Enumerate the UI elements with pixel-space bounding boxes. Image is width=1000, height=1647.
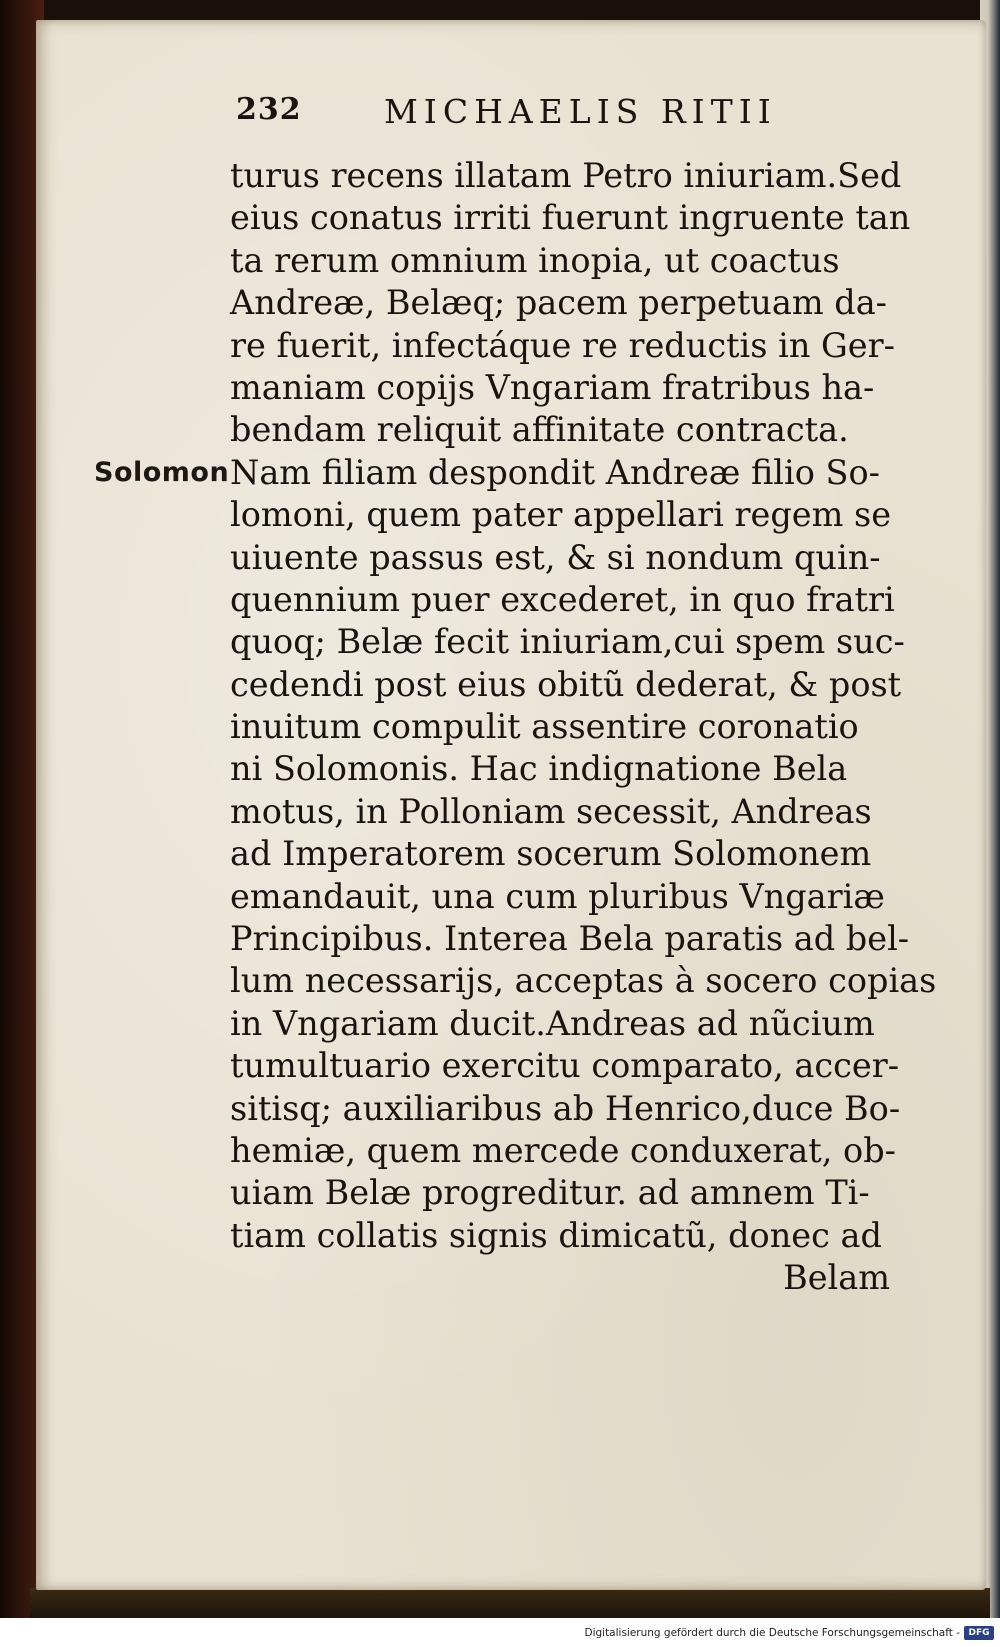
text-line: ta rerum omnium inopia, ut coactus [230, 240, 840, 280]
text-line: hemiæ, quem mercede conduxerat, ob- [230, 1130, 896, 1170]
text-line: cedendi post eius obitũ dederat, & post [230, 664, 902, 704]
text-line: Nam filiam despondit Andreæ filio So- [230, 452, 880, 492]
text-line: emandauit, una cum pluribus Vngariæ [230, 876, 885, 916]
text-line: in Vngariam ducit.Andreas ad nũcium [230, 1003, 875, 1043]
text-line: tiam collatis signis dimicatũ, donec ad [230, 1215, 882, 1255]
text-line: uiuente passus est, & si nondum quin- [230, 537, 881, 577]
text-line: lomoni, quem pater appellari regem se [230, 495, 892, 535]
text-line: Principibus. Interea Bela paratis ad bel- [230, 919, 910, 959]
text-line: ni Solomonis. Hac indignatione Bela [230, 749, 848, 789]
funding-credit: Digitalisierung gefördert durch die Deutsche Forschungsgemeinschaft - [584, 1627, 960, 1639]
text-line: sitisq; auxiliaribus ab Henrico,duce Bo- [230, 1088, 901, 1128]
text-line: inuitum compulit assentire coronatio [230, 707, 859, 747]
text-line: turus recens illatam Petro iniuriam.Sed [230, 156, 902, 195]
margin-note: Solomon [94, 457, 230, 488]
text-line: Andreæ, Belæq; pacem perpetuam da- [230, 283, 887, 323]
running-title: MICHAELIS RITII [384, 92, 777, 131]
text-line: bendam reliquit affinitate contracta. [230, 410, 849, 450]
text-line: re fuerit, infectáque re reductis in Ger- [230, 325, 895, 365]
book-bottom-edge [30, 1588, 990, 1618]
text-line: uiam Belæ progreditur. ad amnem Ti- [230, 1173, 870, 1213]
running-header [236, 92, 886, 142]
body-text [230, 155, 937, 1300]
text-line: ad Imperatorem socerum Solomonem [230, 834, 872, 874]
dfg-logo[interactable]: DFG [964, 1626, 994, 1640]
text-line: eius conatus irriti fuerunt ingruente tan [230, 198, 911, 238]
text-line: maniam copijs Vngariam fratribus ha- [230, 367, 875, 407]
footer-bar [0, 1622, 1000, 1647]
text-line: tumultuario exercitu comparato, accer- [230, 1046, 900, 1086]
text-line: quennium puer excederet, in quo fratri [230, 579, 895, 619]
catchword: Belam [783, 1258, 890, 1298]
text-line: quoq; Belæ fecit iniuriam,cui spem suc- [230, 622, 905, 662]
page-number: 232 [236, 92, 302, 127]
text-line: motus, in Polloniam secessit, Andreas [230, 791, 872, 831]
text-line: lum necessarijs, acceptas à socero copias [230, 961, 937, 1001]
